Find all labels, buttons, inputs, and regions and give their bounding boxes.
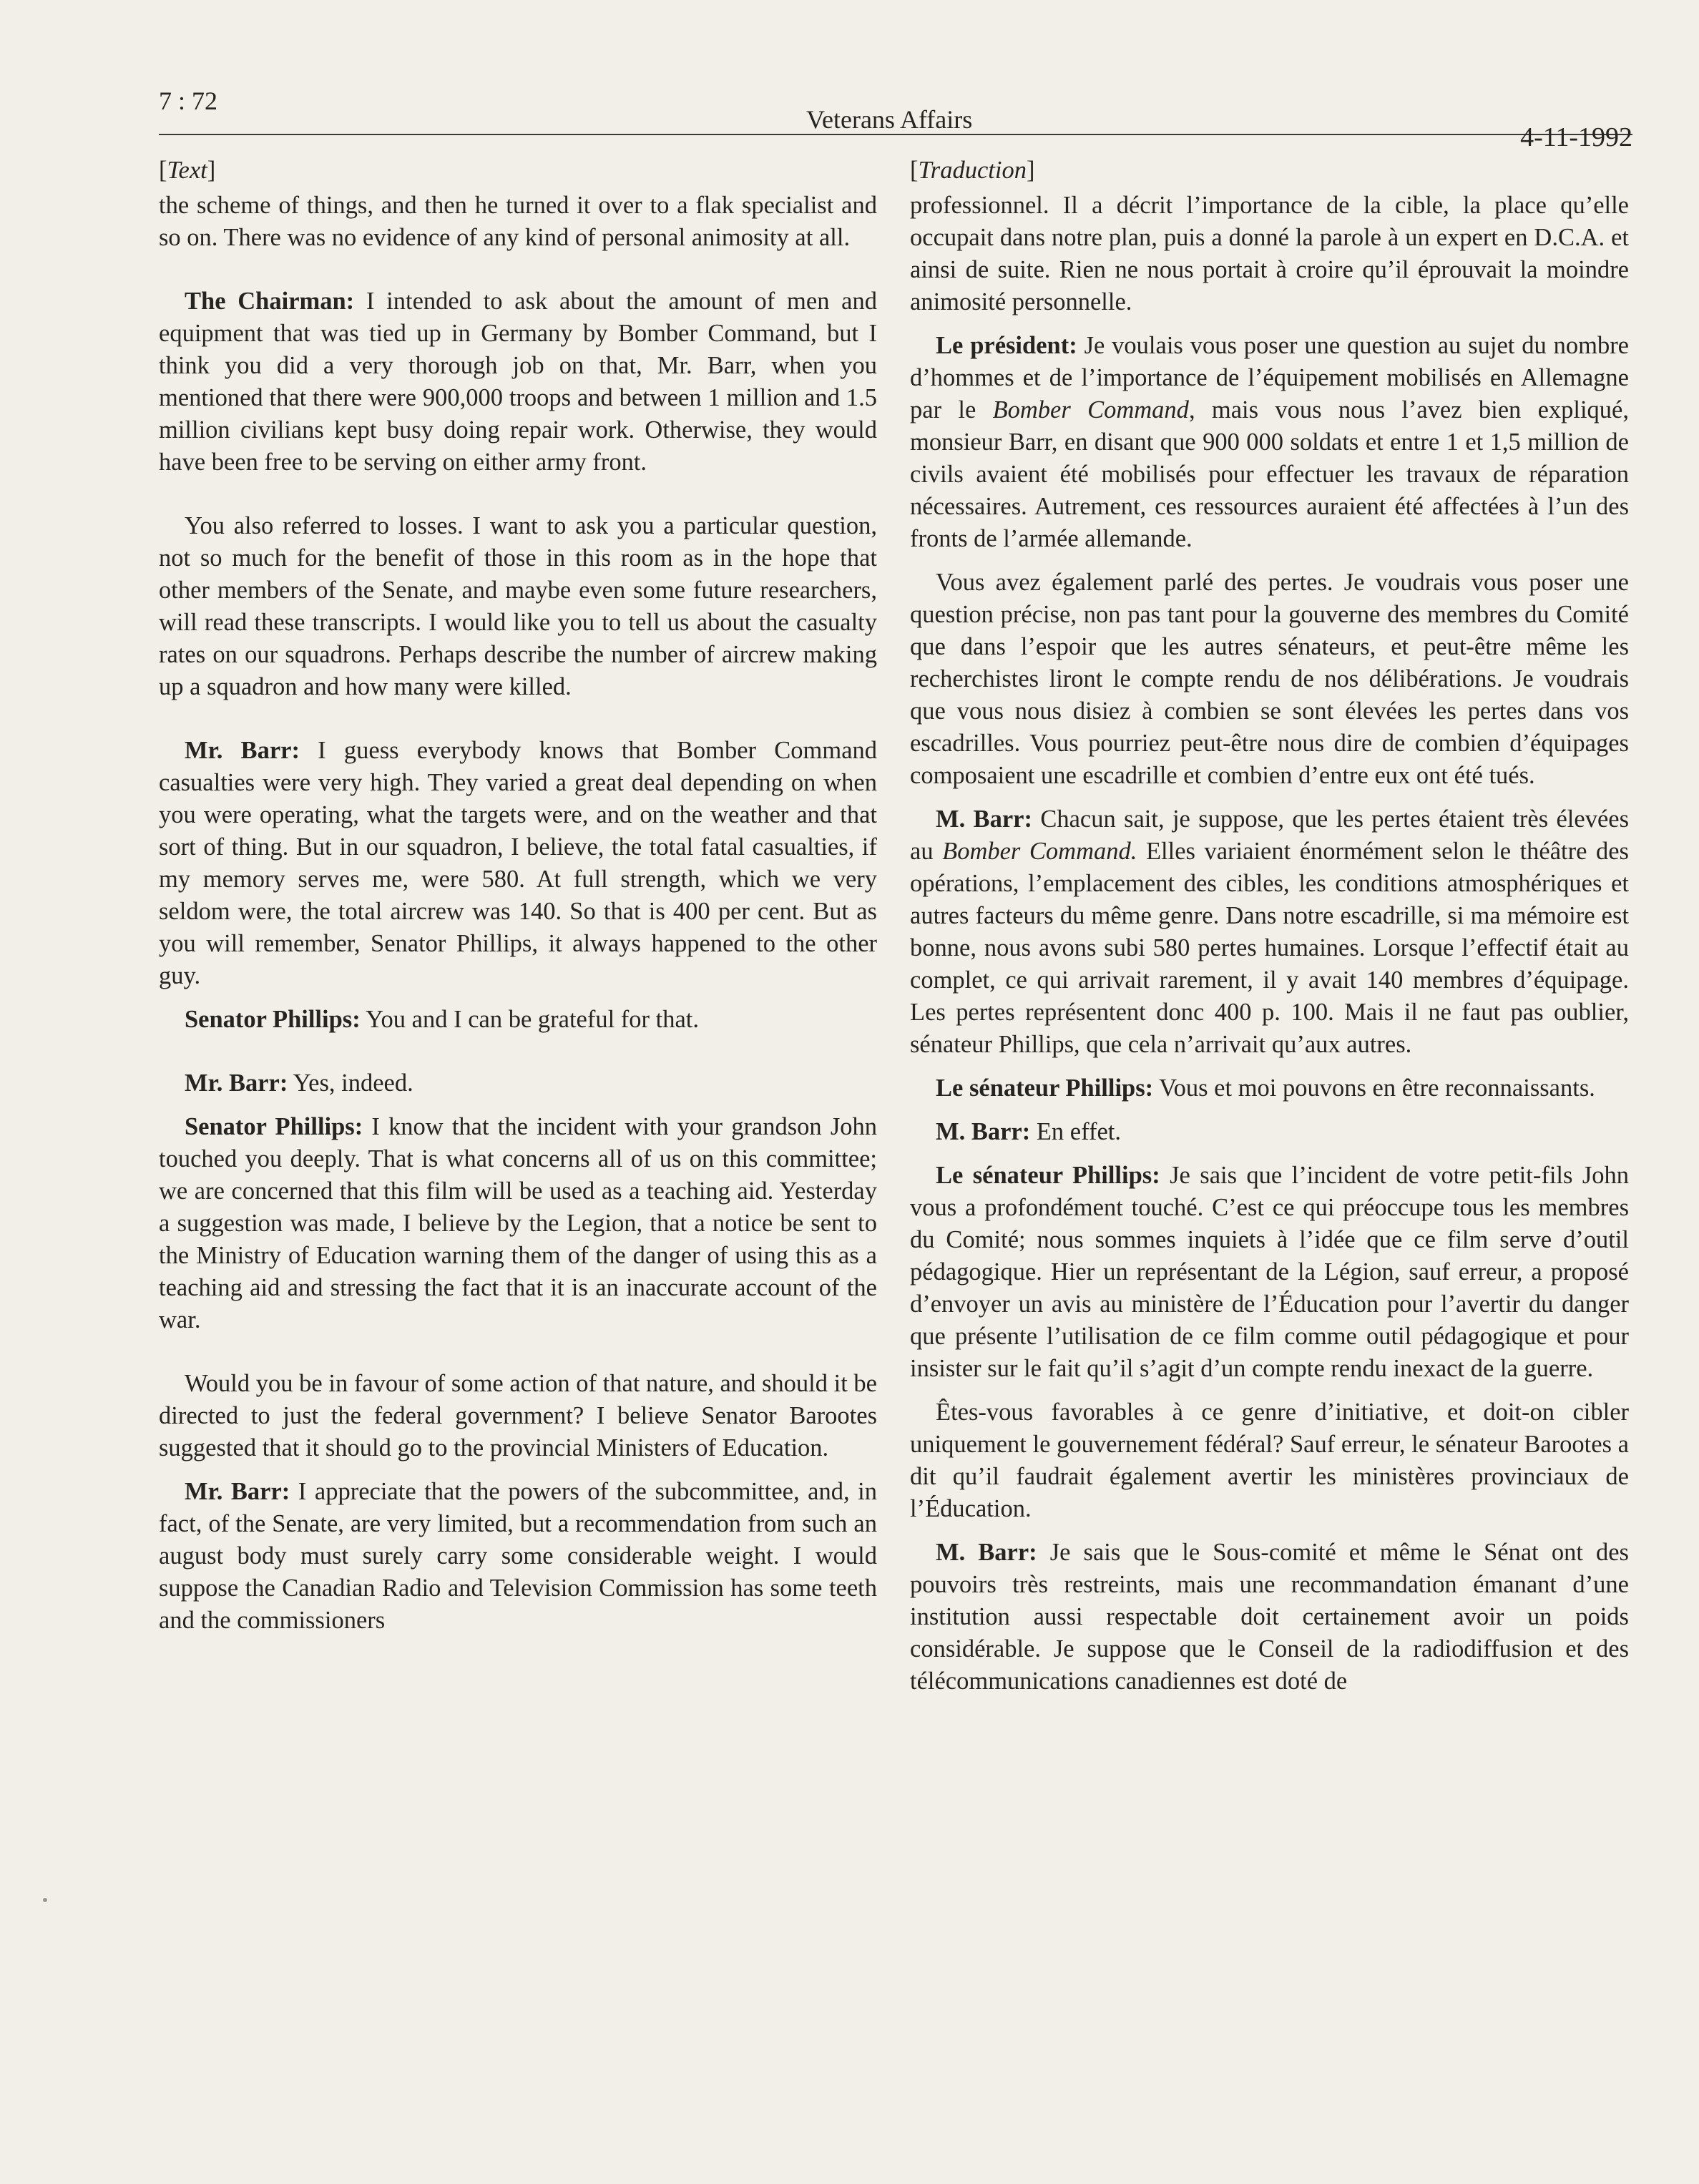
paragraph: Vous avez également parlé des pertes. Je voudrais vous poser une question précise, non pas tant pour la gouverne des membres du Comité que dans l’espoir que les autres sénateurs, et peut-être même les recherchistes liront le compte rendu de nos délibérations. Je voudrais que vous nous disiez à combien se sont élevées les pertes dans vos escadrilles. Vous pourriez peut-être nous dire de combien d’équipages composaient une escadrille et combien d’entre eux ont été tués.	[910, 569, 1629, 789]
paragraph: Would you be in favour of some action of that nature, and should it be directed to just the federal government? I believe Senator Barootes suggested that it should go to the provincial Ministers of Education.	[159, 1370, 877, 1461]
text-marker: [Text]	[159, 157, 216, 184]
speaker-label: Senator Phillips:	[185, 1113, 363, 1140]
speaker-label: M. Barr:	[936, 1118, 1031, 1145]
speaker-label: Mr. Barr:	[185, 1478, 290, 1505]
speaker-label: M. Barr:	[936, 805, 1032, 833]
english-column	[159, 155, 877, 1637]
speaker-label: Le sénateur Phillips:	[936, 1074, 1154, 1102]
paragraph: Le sénateur Phillips: Je sais que l’incident de votre petit-fils John vous a profondément touché. C’est ce qui préoccupe tous les membres du Comité; nous sommes inquiets à l’idée que ce film serve d’outil pédagogique. Hier un représentant de la Légion, sauf erreur, a proposé d’envoyer un avis au ministère de l’Éducation pour l’avertir du danger que présente l’utilisation de ce film comme outil pédagogique et pour insister sur le fait qu’il s’agit d’un compte rendu inexact de la guerre.	[910, 1162, 1630, 1382]
paragraph: M. Barr: En effet.	[936, 1118, 1121, 1145]
speaker-label: Mr. Barr:	[185, 1069, 288, 1097]
speaker-label: Senator Phillips:	[185, 1006, 361, 1033]
running-title: Veterans Affairs	[806, 105, 973, 134]
paragraph: Senator Phillips: You and I can be grateful for that.	[185, 1006, 699, 1033]
paragraph: The Chairman: I intended to ask about the amount of men and equipment that was tied up in Germany by Bomber Command, but I think you did a very thorough job on that, Mr. Barr, when you mentioned that there were 900,000 troops and between 1 million and 1.5 million civilians kept busy doing repair work. Otherwise, they would have been free to be serving on either army front.	[159, 288, 877, 476]
page-date: 4-11-1992	[1520, 122, 1632, 152]
paragraph: the scheme of things, and then he turned it over to a flak specialist and so on. There was no evidence of any kind of personal animosity at all.	[159, 192, 877, 251]
header-rule	[159, 134, 1632, 135]
paragraph: Le président: Je voulais vous poser une question au sujet du nombre d’hommes et de l’importance de l’équipement mobilisés en Allemagne par le Bomber Command, mais vous nous l’avez bien expliqué, monsieur Barr, en disant que 900 000 soldats et entre 1 et 1,5 million de civils avaient été mobilisés pour effectuer les travaux de réparation nécessaires. Autrement, ces ressources auraient été affectées à l’un des fronts de l’armée allemande.	[910, 332, 1629, 552]
speaker-label: Le président:	[936, 332, 1077, 359]
page-header	[159, 80, 1632, 152]
paragraph: Mr. Barr: I guess everybody knows that Bomber Command casualties were very high. They varied a great deal depending on when you were operating, what the targets were, and on the weather and that sort of thing. But in our squadron, I believe, the total fatal casualties, if my memory serves me, were 580. At full strength, which we very seldom were, the total aircrew was 140. So that is 400 per cent. But as you will remember, Senator Phillips, it always happened to the other guy.	[159, 737, 878, 989]
paragraph: M. Barr: Chacun sait, je suppose, que les pertes étaient très élevées au Bomber Command. Elles variaient énormément selon le théâtre des opérations, l’emplacement des cibles, les conditions atmosphériques et autres facteurs du même genre. Dans notre escadrille, si ma mémoire est bonne, nous avons subi 580 pertes humaines. Lorsque l’effectif était au complet, ce qui arrivait rarement, il y avait 140 membres d’équipage. Les pertes représentent donc 400 p. 100. Mais il ne faut pas oublier, sénateur Phillips, que cela n’arrivait qu’aux autres.	[910, 805, 1630, 1058]
paragraph: Mr. Barr: I appreciate that the powers of the subcommittee, and, in fact, of the Senate, are very limited, but a recommendation from such an august body must surely carry some considerable weight. I would suppose the Canadian Radio and Television Commission has some teeth and the commissioners	[159, 1478, 878, 1634]
paragraph: You also referred to losses. I want to ask you a particular question, not so much for the benefit of those in this room as in the hope that other members of the Senate, and maybe even some future researchers, will read these transcripts. I would like you to tell us about the casualty rates on our squadrons. Perhaps describe the number of aircrew making up a squadron and how many were killed.	[159, 512, 877, 700]
paragraph: Mr. Barr: Yes, indeed.	[185, 1069, 413, 1097]
paragraph: professionnel. Il a décrit l’importance de la cible, la place qu’elle occupait dans notre plan, puis a donné la parole à un expert en D.C.A. et ainsi de suite. Rien ne nous portait à croire qu’il éprouvait la moindre animosité personnelle.	[910, 192, 1629, 315]
paragraph: M. Barr: Je sais que le Sous-comité et même le Sénat ont des pouvoirs très restreints, mais une recommandation émanant d’une institution aussi respectable doit certainement avoir un poids considérable. Je suppose que le Conseil de la radiodiffusion et des télécommunications canadiennes est doté de	[910, 1539, 1629, 1695]
paragraph: Êtes-vous favorables à ce genre d’initiative, et doit-on cibler uniquement le gouvernement fédéral? Sauf erreur, le sénateur Barootes a dit qu’il faudrait également avertir les ministères provinciaux de l’Éducation.	[910, 1399, 1629, 1522]
speaker-label: M. Barr:	[936, 1539, 1037, 1566]
scan-speck	[43, 1898, 47, 1902]
speaker-label: Mr. Barr:	[185, 737, 300, 764]
paragraph: Le sénateur Phillips: Vous et moi pouvons en être reconnaissants.	[936, 1074, 1595, 1102]
speaker-label: Le sénateur Phillips:	[936, 1162, 1160, 1189]
traduction-marker: [Traduction]	[910, 157, 1035, 184]
paragraph: Senator Phillips: I know that the incident with your grandson John touched you deeply. That is what concerns all of us on this committee; we are concerned that this film will be used as a teaching aid. Yesterday a suggestion was made, I believe by the Legion, that a notice be sent to the Ministry of Education warning them of the danger of using this as a teaching aid and stressing the fact that it is an inaccurate account of the war.	[159, 1113, 877, 1333]
speaker-label: The Chairman:	[185, 288, 355, 315]
french-column	[910, 155, 1629, 1698]
page-number: 7 : 72	[159, 87, 218, 115]
